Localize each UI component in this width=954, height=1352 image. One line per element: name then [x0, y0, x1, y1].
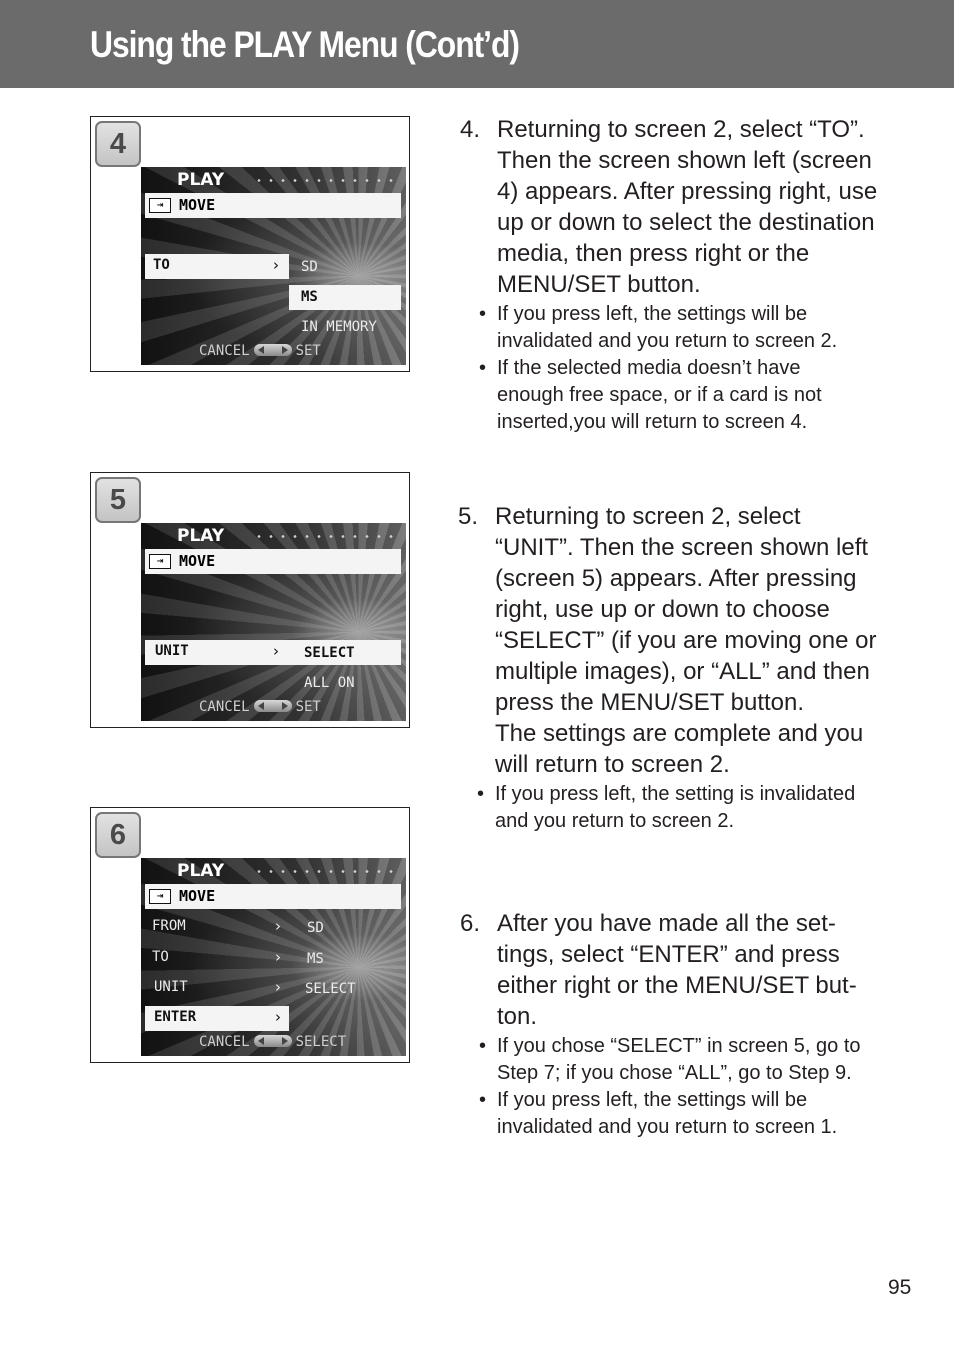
chevron-right-icon: › — [273, 256, 279, 274]
bullet-line: If you press left, the settings will be — [497, 303, 808, 325]
lcd-menu-bar — [145, 193, 401, 218]
move-icon: ⇥ — [149, 554, 171, 569]
step-5-bullet-1 — [477, 781, 947, 835]
step-6-bullet-1 — [479, 1033, 949, 1087]
lcd-bar-label: MOVE — [179, 887, 216, 905]
screen-4-badge: 4 — [95, 121, 141, 167]
bullet-line: invalidated and you return to screen 2. — [497, 330, 838, 352]
bullet-icon: • — [479, 303, 487, 325]
chevron-right-icon: › — [273, 642, 279, 660]
lcd-footer — [199, 1034, 346, 1050]
lcd-row-label-to: TO — [153, 257, 170, 273]
step-line: “SELECT” (if you are moving one or — [495, 627, 877, 654]
step-line: Returning to screen 2, select — [495, 503, 801, 530]
lcd-title: PLAY — [177, 861, 225, 881]
lcd-row-label-to: TO — [152, 949, 169, 965]
lcd-option-sd: SD — [301, 259, 318, 275]
lcd-footer-select: SELECT — [295, 1034, 347, 1050]
step-4-bullet-2 — [479, 355, 939, 436]
step-line: right, use up or down to choose — [495, 596, 830, 623]
step-line: Then the screen shown left (screen — [497, 147, 872, 174]
move-icon: ⇥ — [149, 889, 171, 904]
lcd-footer-cancel: CANCEL — [199, 699, 250, 715]
lcd-footer — [199, 343, 321, 359]
bullet-line: and you return to screen 2. — [495, 810, 735, 832]
bullet-icon: • — [479, 1035, 487, 1057]
step-4-paragraph — [460, 114, 930, 300]
step-line: multiple images), or “ALL” and then — [495, 658, 870, 685]
lcd-title: PLAY — [177, 526, 225, 546]
lcd-menu-bar — [145, 549, 401, 574]
lcd-option-all-on: ALL ON — [304, 675, 355, 691]
step-line: Returning to screen 2, select “TO”. — [497, 116, 865, 143]
step-4-bullet-1 — [479, 301, 939, 355]
header-bar — [0, 0, 954, 88]
screen-4-lcd — [141, 167, 406, 365]
step-line: 4) appears. After pressing right, use — [497, 178, 878, 205]
screen-6-lcd — [141, 858, 406, 1056]
step-number: 4. — [460, 116, 481, 143]
step-5-paragraph — [458, 501, 938, 780]
step-line: “UNIT”. Then the screen shown left — [495, 534, 869, 561]
step-line: (screen 5) appears. After pressing — [495, 565, 857, 592]
lcd-value-ms: MS — [307, 951, 324, 967]
screen-6-illustration — [90, 807, 410, 1063]
step-line: up or down to select the destination — [497, 209, 875, 236]
lcd-bar-label: MOVE — [179, 196, 216, 214]
lcd-footer-cancel: CANCEL — [199, 343, 250, 359]
page-title: Using the PLAY Menu (Cont’d) — [90, 24, 519, 65]
lcd-dots — [253, 179, 398, 182]
step-number: 6. — [460, 910, 481, 937]
lcd-dots — [253, 535, 398, 538]
lcd-dots — [253, 870, 398, 873]
chevron-right-icon: › — [275, 978, 281, 996]
chevron-right-icon: › — [275, 948, 281, 966]
lcd-option-ms: MS — [301, 289, 318, 305]
left-right-pad-icon — [254, 700, 292, 712]
left-right-pad-icon — [254, 1035, 292, 1047]
lcd-value-select: SELECT — [305, 981, 356, 997]
lcd-menu-bar — [145, 884, 401, 909]
lcd-footer-set: SET — [295, 699, 321, 715]
step-6-bullet-2 — [479, 1087, 949, 1141]
screen-5-lcd — [141, 523, 406, 721]
lcd-bar-label: MOVE — [179, 552, 216, 570]
lcd-row-label-from: FROM — [152, 918, 186, 934]
lcd-footer — [199, 699, 321, 715]
bullet-line: inserted,you will return to screen 4. — [497, 411, 808, 433]
page-number: 95 — [888, 1276, 912, 1299]
chevron-right-icon: › — [275, 1008, 281, 1026]
move-icon: ⇥ — [149, 198, 171, 213]
lcd-row-label-unit: UNIT — [155, 643, 189, 659]
step-line: will return to screen 2. — [495, 751, 730, 778]
bullet-line: invalidated and you return to screen 1. — [497, 1116, 838, 1138]
step-line: media, then press right or the — [497, 240, 810, 267]
chevron-right-icon: › — [275, 917, 281, 935]
lcd-footer-cancel: CANCEL — [199, 1034, 250, 1050]
bullet-line: enough free space, or if a card is not — [497, 384, 822, 406]
step-line: either right or the MENU/SET but- — [497, 972, 857, 999]
lcd-footer-set: SET — [295, 343, 321, 359]
bullet-icon: • — [479, 1089, 487, 1111]
bullet-line: If you press left, the settings will be — [497, 1089, 808, 1111]
bullet-line: Step 7; if you chose “ALL”, go to Step 9. — [497, 1062, 852, 1084]
screen-6-badge: 6 — [95, 812, 141, 858]
step-line: ton. — [497, 1003, 538, 1030]
lcd-row-label-enter: ENTER — [154, 1009, 197, 1025]
screen-5-illustration — [90, 472, 410, 728]
bullet-icon: • — [479, 357, 487, 379]
left-right-pad-icon — [254, 344, 292, 356]
bullet-line: If the selected media doesn’t have — [497, 357, 801, 379]
lcd-row-label-unit: UNIT — [154, 979, 188, 995]
step-line: tings, select “ENTER” and press — [497, 941, 840, 968]
lcd-title: PLAY — [177, 170, 225, 190]
screen-5-badge: 5 — [95, 477, 141, 523]
bullet-icon: • — [477, 783, 485, 805]
step-line: The settings are complete and you — [495, 720, 864, 747]
step-line: MENU/SET button. — [497, 271, 701, 298]
step-line: press the MENU/SET button. — [495, 689, 805, 716]
step-6-paragraph — [460, 908, 930, 1032]
step-line: After you have made all the set- — [497, 910, 836, 937]
screen-4-illustration — [90, 116, 410, 372]
lcd-option-select: SELECT — [304, 645, 355, 661]
step-number: 5. — [458, 503, 479, 530]
bullet-line: If you press left, the setting is invalidated — [495, 783, 856, 805]
bullet-line: If you chose “SELECT” in screen 5, go to — [497, 1035, 861, 1057]
lcd-value-sd: SD — [307, 920, 324, 936]
lcd-option-in-memory: IN MEMORY — [301, 319, 377, 335]
